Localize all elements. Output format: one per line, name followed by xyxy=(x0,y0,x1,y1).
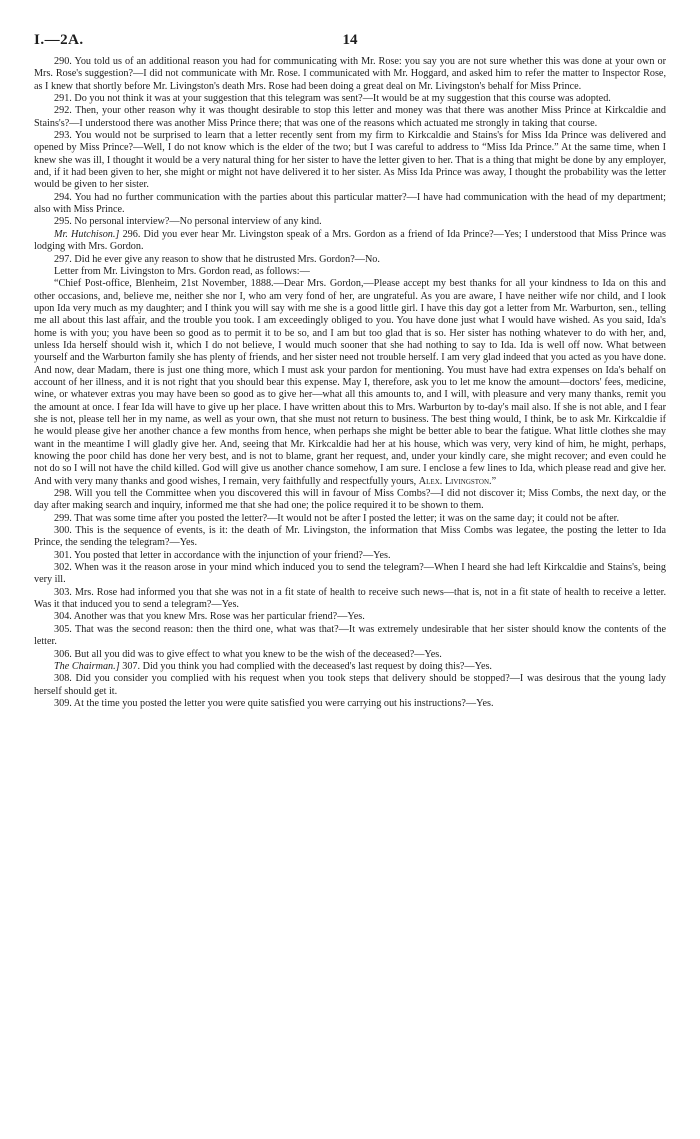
paragraph-text: 297. Did he ever give any reason to show that he distrusted Mrs. Gordon?—No. xyxy=(54,253,380,265)
paragraph xyxy=(34,661,666,673)
paragraph xyxy=(34,254,666,266)
paragraph-text: 296. Did you ever hear Mr. Livingston speak of a Mrs. Gordon as a friend of Ida Prince?—Yes; I understood that Miss Prince was lodging with Mrs. Gordon. xyxy=(34,228,667,253)
paragraph-text: 292. Then, your other reason why it was thought desirable to stop this letter and money was that there was another Miss Prince at Kirkcaldie and Stains's?—I understood there was another Miss Prince there; that was one of the reasons which actuated me strongly in taking that course. xyxy=(34,105,666,129)
paragraph xyxy=(34,56,666,93)
paragraph-text: 290. You told us of an additional reason you had for communicating with Mr. Rose: you say you are not sure whether this was done at your own or Mrs. Rose's suggestion?—I did not communicate with Mr. Rose. I communicated with Mr. Hoggard, and asked him to refer the matter to Inspector Rose, as I knew that shortly before Mr. Livingston's death Mrs. Rose had been doing a great deal on Mr. Livingston's behalf for Miss Prince. xyxy=(34,56,666,92)
paragraph xyxy=(34,698,666,710)
letter-signature: Alex. Livingston.” xyxy=(418,475,497,487)
speaker-label: Mr. Hutchison.] xyxy=(54,228,120,240)
paragraph-text: Letter from Mr. Livingston to Mrs. Gordon read, as follows:— xyxy=(54,265,310,277)
paragraph xyxy=(34,216,666,228)
paragraph xyxy=(34,130,666,192)
paragraph-text: 301. You posted that letter in accordance with the injunction of your friend?—Yes. xyxy=(54,549,391,561)
paragraph-text: 291. Do you not think it was at your suggestion that this telegram was sent?—It would be at my suggestion that this course was adopted. xyxy=(54,93,611,105)
paragraph xyxy=(34,673,666,698)
document-reference: I.—2A. xyxy=(34,32,84,48)
document-body xyxy=(34,56,666,710)
paragraph xyxy=(34,624,666,649)
paragraph-text: 307. Did you think you had complied with the deceased's last request by doing this?—Yes. xyxy=(122,660,492,672)
paragraph xyxy=(34,488,666,513)
paragraph xyxy=(34,105,666,130)
paragraph-text: 293. You would not be surprised to learn that a letter recently sent from my firm to Kirkcaldie and Stains's for Miss Ida Prince was delivered and opened by Miss Prince?—Well, I do not know which is the elder of the two; but I was careful to address to “Miss Ida Prince.” At the same time, when I knew she was ill, I thought it would be a very natural thing for her sister to have the letter given to her. That is a thing that might be done by any employer, and, if it had been given to her, she might or might not have delivered it to her sister. As Miss Ida Prince was away, I thought the probability was the letter would be given to her sister. xyxy=(34,130,666,191)
letter-paragraph xyxy=(34,278,666,488)
speaker-label: The Chairman.] xyxy=(54,660,120,672)
page-header xyxy=(34,32,666,56)
paragraph-text: 303. Mrs. Rose had informed you that she was not in a fit state of health to receive such news—that is, not in a fit state of health to receive a letter. Was it that induced you to send a telegram?—Yes. xyxy=(34,586,666,611)
paragraph xyxy=(34,266,666,278)
paragraph xyxy=(34,525,666,550)
paragraph xyxy=(34,562,666,587)
paragraph-text: 299. That was some time after you posted the letter?—It would not be after I posted the letter; it was on the same day; it could not be after. xyxy=(54,512,620,524)
paragraph-text: 309. At the time you posted the letter you were quite satisfied you were carrying out his instructions?—Yes. xyxy=(54,697,494,709)
paragraph-text: 298. Will you tell the Committee when you discovered this will in favour of Miss Combs?—I did not discover it; Miss Combs, the next day, or the day after making search and inquiry, informed me that she had one; the police required it to be shown to them. xyxy=(34,488,666,512)
paragraph-text: 295. No personal interview?—No personal interview of any kind. xyxy=(54,216,322,228)
paragraph-text: “Chief Post-office, Blenheim, 21st November, 1888.—Dear Mrs. Gordon,—Please accept my best thanks for all your kindness to Ida on this and other occasions, and, believe me, neither she nor I, who am very fond of her, are ungrateful. As you are aware, I have neither wife nor child, and I look upon Ida very much as my daughter; and I think you will say with me she is a good little girl. I have this day got a letter from Mr. Warburton, sen., telling me all about this last affair, and the trouble you took. I am exceedingly obliged to you. You have done just what I would have wished. As you said, Ida's home is with you; you have been so good as to permit it to be so, and I am but too glad that is so. Her sister has nothing whatever to do with her, and, unless Ida herself should wish it, which I do not believe, I would much sooner that she had nothing to say to Ida. Ida is well off now. What between yourself and the Warburton family she has plenty of friends, and her sister need not trouble herself. I am very glad indeed that you acted as you have done. And now, dear Madam, there is just one thing more, which I must ask your pardon for mentioning. You must have had extra expenses on Ida's behalf on account of her illness, and it is not right that you should bear this expense. May I, therefore, ask you to let me know the amount—doctors' fees, medicine, wine, or whatever extras you may have been so good as to give her—what all this amounts to, and I will, with pleasure and very many thanks, remit you the amount at once. I fear Ida will have to give up her place. I have written about this to Mrs. Warburton by to-day's mail also. If she is not able, and I fear she is not, please tell her in my name, as well as your own, that she must not return to business. The best thing would, I think, be to ask Mr. Kirkcaldie if he would please give her another chance a few months from hence, when perhaps she might be better able to bear the fatigue. What little clothes she may want in the meantime I will gladly give her. And, seeing that Mr. Kirkcaldie had her at his house, which was very, very kind of him, he might, perhaps, knowing the poor child has done her very best, and is not to blame, grant her request, and, under your kindly care, she might recover; and even could he not do so I will not have the child killed. God will give us another chance somehow, I am sure. I enclose a few lines to Ida, which please read and give her. And with very many thanks and good wishes, I remain, very faithfully and respectfully yours, xyxy=(34,278,666,487)
paragraph xyxy=(34,513,666,525)
paragraph-text: 305. That was the second reason: then the third one, what was that?—It was extremely undesirable that her sister should know the contents of the letter. xyxy=(34,623,666,648)
paragraph xyxy=(34,649,666,661)
paragraph-text: 300. This is the sequence of events, is it: the death of Mr. Livingston, the information that Miss Combs was legatee, the posting the letter to Ida Prince, the sending the telegram?—Yes. xyxy=(34,525,666,549)
paragraph xyxy=(34,587,666,612)
paragraph-text: 294. You had no further communication with the parties about this particular matter?—I have had communication with the head of my department; also with Miss Prince. xyxy=(34,191,666,216)
paragraph-text: 304. Another was that you knew Mrs. Rose was her particular friend?—Yes. xyxy=(54,611,365,623)
paragraph-text: 308. Did you consider you complied with his request when you took steps that delivery should be stopped?—I was desirous that the young lady herself should get it. xyxy=(34,673,666,697)
paragraph xyxy=(34,229,666,254)
paragraph-text: 302. When was it the reason arose in your mind which induced you to send the telegram?—When I heard she had left Kirkcaldie and Stains's, being very ill. xyxy=(34,562,666,586)
paragraph xyxy=(34,93,666,105)
paragraph xyxy=(34,550,666,562)
paragraph xyxy=(34,611,666,623)
paragraph xyxy=(34,192,666,217)
paragraph-text: 306. But all you did was to give effect to what you knew to be the wish of the deceased?—Yes. xyxy=(54,648,442,660)
page-number: 14 xyxy=(342,32,358,48)
